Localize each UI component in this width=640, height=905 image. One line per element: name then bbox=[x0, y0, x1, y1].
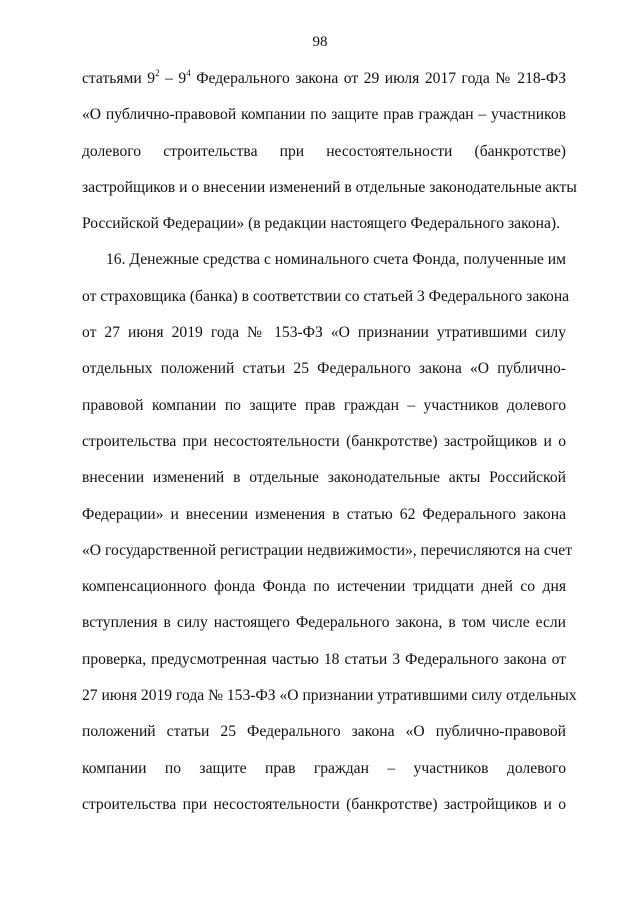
paragraph-1-line-3: долевого строительства при несостоятельности (банкротстве) bbox=[82, 142, 566, 160]
paragraph-2-line: 27 июня 2019 года № 153-ФЗ «О признании утратившими силу отдельных bbox=[82, 687, 577, 705]
paragraph-1-line-2: «О публично-правовой компании по защите прав граждан – участников bbox=[82, 106, 566, 124]
paragraph-2-line: компенсационного фонда Фонда по истечении тридцати дней со дня bbox=[82, 578, 566, 596]
superscript: 4 bbox=[186, 68, 191, 78]
paragraph-2-line: правовой компании по защите прав граждан – участников долевого bbox=[82, 396, 566, 414]
paragraph-2-line: положений статьи 25 Федерального закона «О публично-правовой bbox=[82, 723, 566, 741]
paragraph-2-line: проверка, предусмотренная частью 18 статьи 3 Федерального закона от bbox=[82, 650, 566, 668]
paragraph-2-line: от 27 июня 2019 года № 153-ФЗ «О признании утратившими силу bbox=[82, 324, 566, 342]
paragraph-2-line: строительства при несостоятельности (банкротстве) застройщиков и о bbox=[82, 795, 566, 813]
page-number: 98 bbox=[312, 34, 328, 50]
paragraph-2-line: внесении изменений в отдельные законодательные акты Российской bbox=[82, 469, 566, 487]
paragraph-2-line: строительства при несостоятельности (банкротстве) застройщиков и о bbox=[82, 432, 566, 450]
document-body bbox=[82, 61, 577, 823]
superscript: 2 bbox=[155, 68, 160, 78]
paragraph-2-line: отдельных положений статьи 25 Федерального закона «О публично- bbox=[82, 360, 566, 378]
paragraph-2-line: от страховщика (банка) в соответствии со статьей 3 Федерального закона bbox=[82, 287, 570, 305]
paragraph-2-line: «О государственной регистрации недвижимости», перечисляются на счет bbox=[82, 541, 573, 559]
paragraph-1-line-1: статьями $9^2 - 9^4$ Федерального закона от 29 июля 2017 года № 218-ФЗ bbox=[82, 68, 567, 87]
paragraph-1-line-5: Российской Федерации» (в редакции настоящего Федерального закона). bbox=[82, 215, 561, 233]
paragraph-2-line: вступления в силу настоящего Федерального закона, в том числе если bbox=[82, 614, 566, 632]
paragraph-2-line: компании по защите прав граждан – участников долевого bbox=[82, 759, 566, 777]
paragraph-1-line-4: застройщиков и о внесении изменений в отдельные законодательные акты bbox=[82, 178, 577, 196]
paragraph-2-line: Федерации» и внесении изменения в статью 62 Федерального закона bbox=[82, 505, 566, 523]
paragraph-2-line: 16. Денежные средства с номинального счета Фонда, полученные им bbox=[106, 251, 566, 269]
